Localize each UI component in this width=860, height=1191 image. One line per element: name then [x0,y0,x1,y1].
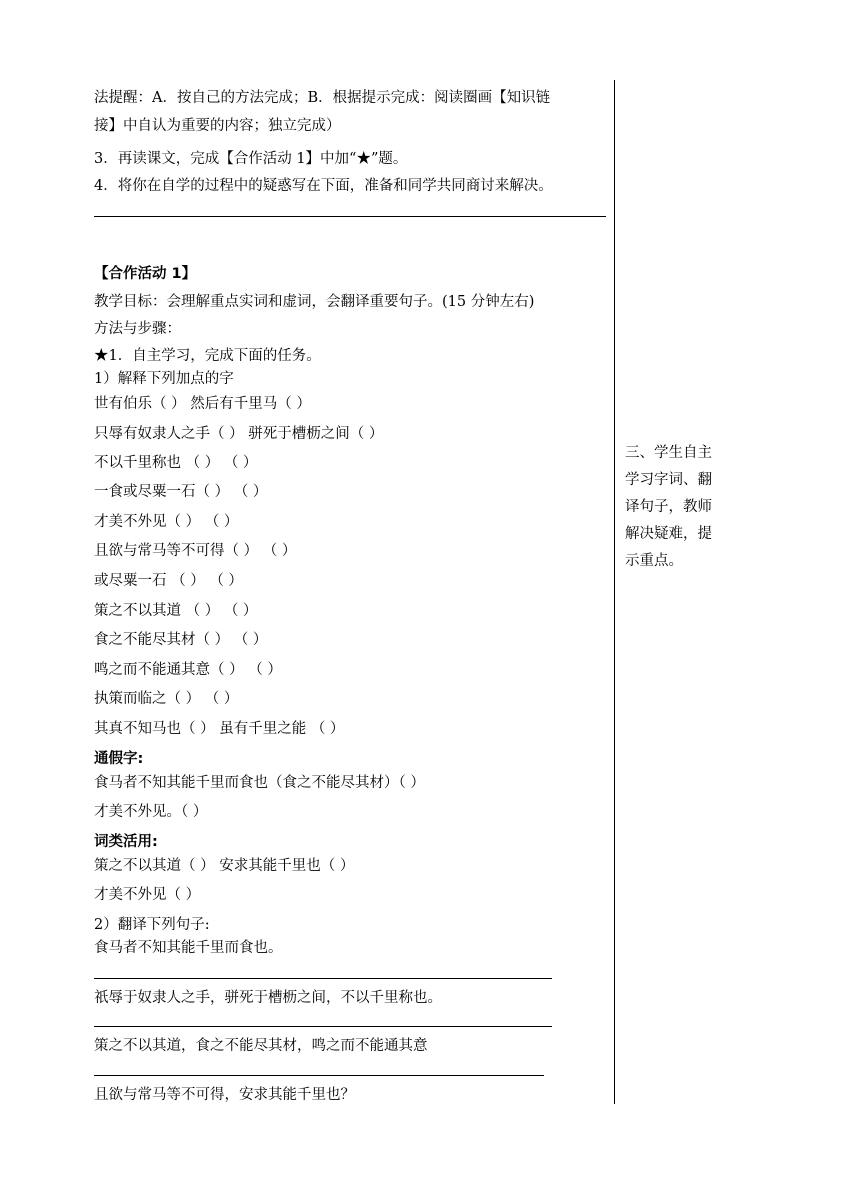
answer-line [94,1026,552,1027]
intro-line-4: 4．将你在自学的过程中的疑惑写在下面，准备和同学共同商讨来解决。 [94,178,553,194]
cilei-heading: 词类活用: [94,834,158,850]
vocab-item: 不以千里称也 （ ） （ ） [94,455,258,471]
teaching-goal: 教学目标：会理解重点实词和虚词，会翻译重要句子。(15 分钟左右) [94,294,535,310]
tongjiazi-line-1: 食马者不知其能千里而食也（食之不能尽其材）（ ） [94,775,425,791]
vocab-item: 或尽粟一石 （ ） （ ） [94,573,243,589]
vocab-item: 策之不以其道 （ ） （ ） [94,603,258,619]
teacher-side-note: 三、学生自主学习字词、翻译句子，教师解决疑难，提示重点。 [625,445,712,569]
intro-line-3: 3．再读课文，完成【合作活动 1】中加“★”题。 [94,151,408,167]
intro-line-2: 接】中自认为重要的内容；独立完成） [94,118,341,134]
translate-sentence: 且欲与常马等不可得，安求其能千里也？ [94,1087,355,1103]
activity-title: 【合作活动 1】 [94,266,197,282]
column-divider [614,80,615,1104]
cilei-line-2: 才美不外见（ ） [94,887,201,903]
tongjiazi-line-2: 才美不外见。（ ） [94,804,208,820]
vocab-item: 食之不能尽其材（ ） （ ） [94,632,268,648]
vocab-item: 只辱有奴隶人之手（ ） 骈死于槽枥之间（ ） [94,426,384,442]
vocab-item: 才美不外见（ ） （ ） [94,514,239,530]
sub-task-1: 1）解释下列加点的字 [94,371,234,387]
vocab-item: 世有伯乐（ ） 然后有千里马（ ） [94,396,311,412]
vocab-item: 一食或尽粟一石（ ） （ ） [94,484,268,500]
cilei-line-1: 策之不以其道（ ） 安求其能千里也（ ） [94,858,355,874]
vocab-item: 其真不知马也（ ） 虽有千里之能 （ ） [94,721,345,737]
tongjiazi-heading: 通假字: [94,751,144,767]
vocab-item: 执策而临之（ ） （ ） [94,691,239,707]
translate-sentence: 祇辱于奴隶人之手，骈死于槽枥之间，不以千里称也。 [94,990,442,1006]
translate-heading: 2）翻译下列句子: [94,917,210,933]
vocab-item: 且欲与常马等不可得（ ） （ ） [94,543,297,559]
translate-sentence: 策之不以其道，食之不能尽其材，鸣之而不能通其意 [94,1038,428,1054]
answer-line [94,1075,544,1076]
vocab-item: 鸣之而不能通其意（ ） （ ） [94,662,282,678]
translate-sentence: 食马者不知其能千里而食也。 [94,940,283,956]
answer-line [94,978,552,979]
notes-line [94,216,606,217]
intro-line-1: 法提醒：A．按自己的方法完成；B．根据提示完成：阅读圈画【知识链 [94,90,551,106]
task-line: ★1．自主学习，完成下面的任务。 [94,348,321,364]
method-label: 方法与步骤： [94,321,181,337]
